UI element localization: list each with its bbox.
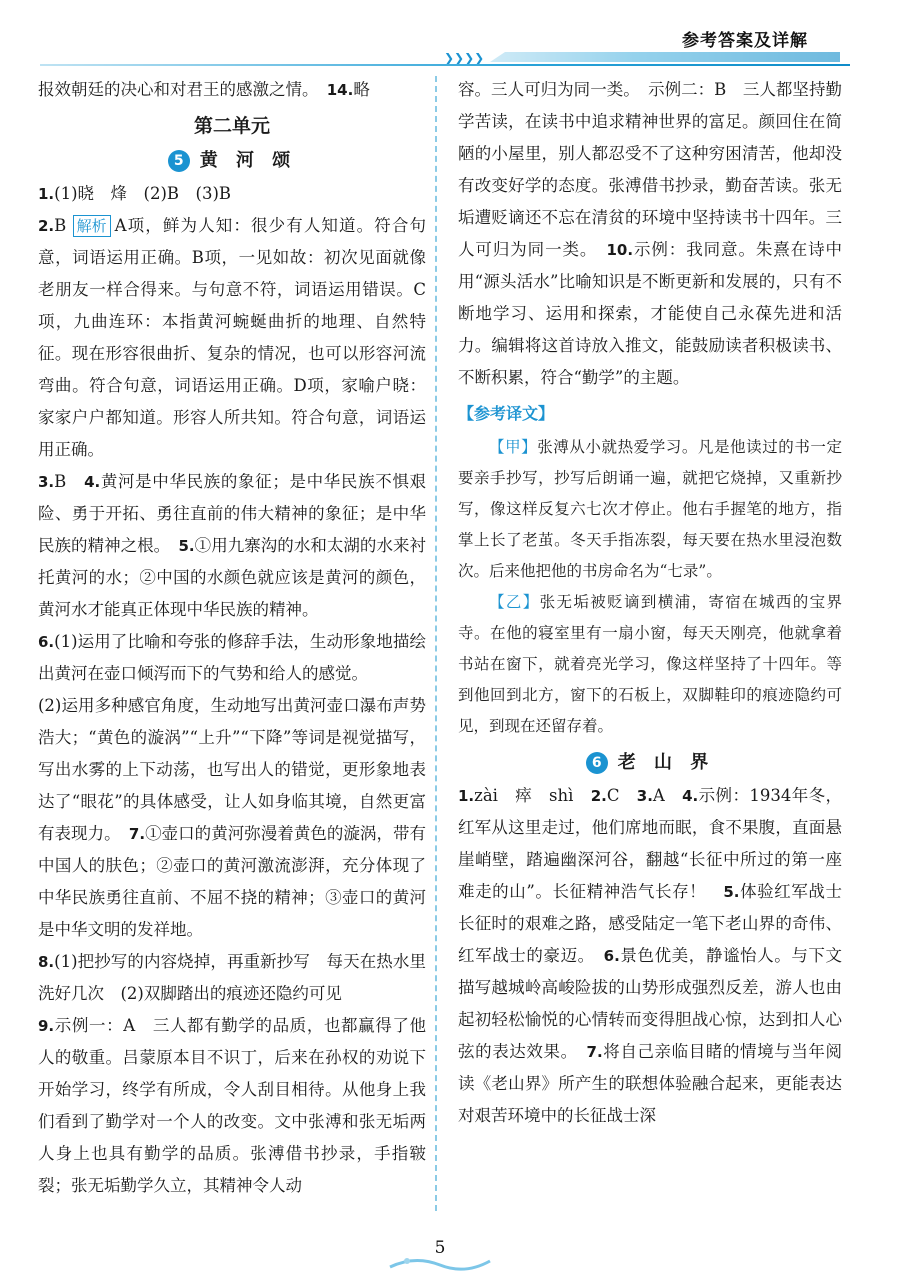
answer-1: 1.(1)晓 烽 (2)B (3)B (38, 184, 232, 203)
column-divider (435, 76, 437, 1211)
answer-8: 8.(1)把抄写的内容烧掉，再重新抄写 每天在热水里洗好几次 (2)双脚踏出的痕迹还隐约可见 (38, 952, 426, 1003)
answer-6b: (2)运用多种感官角度，生动地写出黄河壶口瀑布声势浩大；“黄色的漩涡”“上升”“下降”等词是视觉描写，写出水雾的上下动荡，也写出人的错觉，更形象地表达了“眼花”的具体感受，让人如身临其境，自然更富有表现力。 7.①壶口的黄河弥漫着黄色的漩涡，带有中国人的肤色；②壶口的黄河激流澎湃，充分体现了中华民族勇往直前、不屈不挠的精神；③壶口的黄河是中华文明的发祥地。 (38, 696, 427, 939)
translation-yi: 【乙】张无垢被贬谪到横浦，寄宿在城西的宝界寺。在他的寝室里有一扇小窗，每天天刚亮，他就拿着书站在窗下，就着亮光学习，像这样坚持了十四年。等到他回到北方，窗下的石板上，双脚鞋印的痕迹隐约可见，到现在还留存着。 (458, 593, 842, 735)
right-column (458, 74, 842, 1132)
header-title: 参考答案及详解 (682, 31, 808, 51)
answer-9-cont: 容。三人可归为同一类。 示例二：B 三人都坚持勤学苦读，在读书中追求精神世界的富足。颜回住在简陋的小屋里，别人都忍受不了这种穷困清苦，他却没有改变好学的态度。张溥借书抄录，勤奋苦读。张无垢遭贬谪还不忘在清贫的环境中坚持读书十四年。三人可归为同一类。 10.示例：我同意。朱熹在诗中用“源头活水”比喻知识是不断更新和发展的，只有不断地学习、运用和探索，才能使自己永葆先进和活力。编辑将这首诗放入推文，能鼓励读者积极读书、不断积累，符合“勤学”的主题。 (458, 80, 843, 387)
page-number: 5 (434, 1238, 446, 1258)
answer-13-tail: 报效朝廷的决心和对君王的感激之情。 14.略 (38, 80, 370, 99)
left-column (38, 74, 426, 1202)
page-header (0, 0, 900, 72)
svg-text:❯❯❯❯: ❯❯❯❯ (444, 51, 485, 64)
analysis-tag: 解析 (73, 215, 111, 237)
unit-title: 第二单元 (193, 115, 270, 137)
answer-9: 9.示例一：A 三人都有勤学的品质，也都赢得了他人的敬重。吕蒙原本目不识丁，后来在孙权的劝说下开始学习，终学有所成，令人刮目相待。从他身上我们看到了勤学对一个人的改变。文中张溥和张无垢两人身上也具有勤学的品质。张溥借书抄录，手指皲裂；张无垢勤学久立，其精神令人动 (38, 1016, 426, 1195)
answer-3-4: 3.B 4.黄河是中华民族的象征；是中华民族不惧艰险、勇于开拓、勇往直前的伟大精神的象征；是中华民族的精神之根。 5.①用九寨沟的水和太湖的水来衬托黄河的水；②中国的水颜色就应该是黄河的颜色，黄河水才能真正体现中华民族的精神。 (38, 472, 427, 619)
reference-translation-title: 【参考译文】 (458, 404, 555, 423)
lesson-5-title: 5 黄 河 颂 (38, 144, 426, 178)
lesson6-answers: 1.zài 瘁 shì 2.C 3.A 4.示例：1934年冬，红军从这里走过，他们席地而眠，食不果腹，直面悬崖峭壁，踏遍幽深河谷，翻越“长征中所过的第一座难走的山”。长征精神浩气长存！ 5.体验红军战士长征时的艰难之路，感受陆定一笔下老山界的奇伟、红军战士的豪迈。 6.景色优美，静谧怡人。与下文描写越城岭高峻险拔的山势形成强烈反差，游人也由起初轻松愉悦的心情转而变得胆战心惊，达到扣人心弦的表达效果。 7.将自己亲临目睹的情境与当年阅读《老山界》所产生的联想体验融合起来，更能表达对艰苦环境中的长征战士深 (458, 786, 843, 1125)
translation-jia: 【甲】张溥从小就热爱学习。凡是他读过的书一定要亲手抄写，抄写后朗诵一遍，就把它烧掉，又重新抄写，像这样反复六七次才停止。他右手握笔的地方，指掌上长了老茧。冬天手指冻裂，每天要在热水里浸泡数次。后来他把他的书房命名为“七录”。 (458, 438, 842, 580)
answer-6: 6.(1)运用了比喻和夸张的修辞手法，生动形象地描绘出黄河在壶口倾泻而下的气势和给人的感觉。 (38, 632, 426, 683)
answer-2: 2.B 解析 A项，鲜为人知：很少有人知道。符合句意，词语运用正确。B项，一见如故：初次见面就像老朋友一样合得来。与句意不符，词语运用错误。C项，九曲连环：本指黄河蜿蜒曲折的地理、自然特征。现在形容很曲折、复杂的情况，也可以形容河流弯曲。符合句意，词语运用正确。D项，家喻户晓：家家户户都知道。形容人所共知。符合句意，词语运用正确。 (38, 216, 426, 459)
lesson-number-badge: 5 (168, 150, 190, 172)
header-arrow-band (430, 50, 840, 64)
page-footer (0, 1225, 900, 1280)
lesson-number-badge: 6 (586, 752, 608, 774)
lesson-6-title: 6 老 山 界 (458, 746, 842, 780)
header-rule (40, 64, 850, 66)
